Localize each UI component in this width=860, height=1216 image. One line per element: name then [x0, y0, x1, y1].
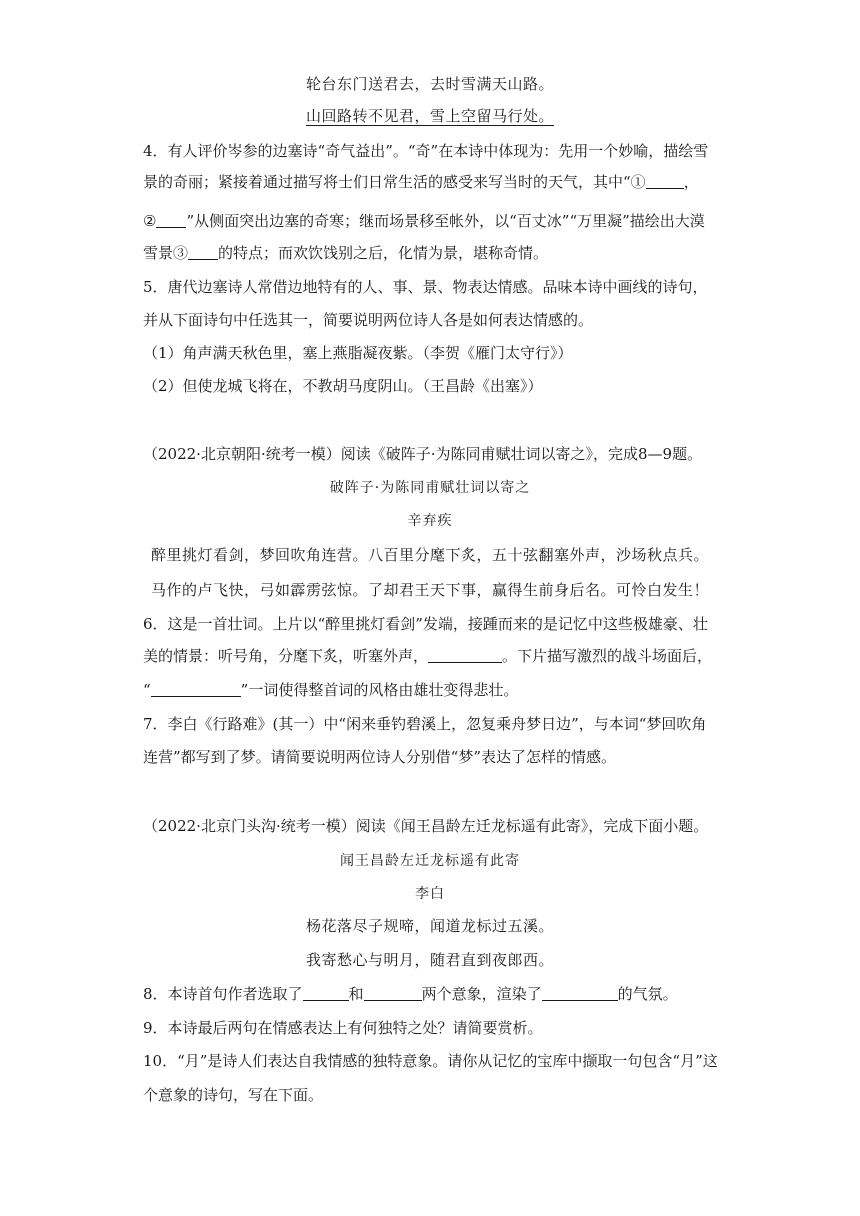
question-5-line: 并从下面诗句中任选其一，简要说明两位诗人各是如何表达情感的。: [143, 311, 594, 329]
answer-blank[interactable]: [188, 244, 218, 260]
text: 雪景③: [143, 244, 189, 262]
underlined-verse: 山回路转不见君，雪上空留马行处。: [305, 107, 554, 125]
answer-blank[interactable]: [151, 681, 241, 697]
answer-blank[interactable]: [646, 173, 684, 189]
answer-blank[interactable]: [156, 212, 186, 228]
question-4-line: [143, 210, 733, 232]
question-6-line: 6．这是一首壮词。上片以“醉里挑灯看剑”发端，接踵而来的是记忆中这些极雄豪、壮: [143, 615, 708, 633]
text: 的特点；而欢饮饯别之后，化情为景，堪称奇情。: [218, 244, 549, 262]
text: ”一词使得整首词的风格由雄壮变得悲壮。: [240, 681, 519, 699]
poem-line: 我寄愁心与明月，随君直到夜郎西。: [305, 951, 554, 969]
answer-blank[interactable]: [428, 647, 502, 663]
question-6-line: [143, 645, 733, 667]
poem-author: 李白: [415, 886, 445, 902]
question-7-line: 7．李白《行路难》(其一）中“闲来垂钓碧溪上，忽复乘舟梦日边”，与本词“梦回吹角: [143, 715, 707, 733]
text: 两个意象，渲染了: [421, 985, 542, 1003]
text: 和: [348, 985, 364, 1003]
text: ，: [683, 173, 699, 191]
poem-line: 轮台东门送君去，去时雪满天山路。: [305, 75, 554, 93]
question-5-option: （2）但使龙城飞将在，不教胡马度阴山。（王昌龄《出塞》）: [143, 377, 543, 395]
question-5-line: 5．唐代边塞诗人常借边地特有的人、事、景、物表达情感。品味本诗中画线的诗句，: [143, 278, 708, 296]
question-5-option: （1）角声满天秋色里，塞上燕脂凝夜紫。（李贺《雁门太守行》）: [143, 344, 573, 362]
question-10-line: 个意象的诗句，写在下面。: [143, 1086, 324, 1104]
poem-line: 醉里挑灯看剑，梦回吹角连营。八百里分麾下炙，五十弦翻塞外声，沙场秋点兵。: [150, 546, 709, 564]
question-10-line: 10．“月”是诗人们表达自我情感的独特意象。请你从记忆的宝库中撷取一句包含“月”这: [143, 1052, 718, 1070]
text: ”从侧面突出边塞的奇寒；继而场景移至帐外，以“百丈冰”“万里凝”描绘出大漠: [186, 212, 705, 230]
question-8-line: [143, 983, 733, 1005]
text: 。下片描写激烈的战斗场面后，: [502, 647, 713, 665]
text: 景的奇丽；紧接着通过描写将士们日常生活的感受来写当时的天气，其中“①: [143, 173, 646, 191]
question-7-line: 连营”都写到了梦。请简要说明两位诗人分别借“梦”表达了怎样的情感。: [143, 748, 617, 766]
section-intro: （2022·北京门头沟·统考一模）阅读《闻王昌龄左迁龙标遥有此寄》，完成下面小题。: [143, 817, 709, 835]
poem-author: 辛弃疾: [407, 513, 453, 529]
section-intro: （2022·北京朝阳·统考一模）阅读《破阵子·为陈同甫赋壮词以寄之》，完成8—9题。: [143, 445, 703, 463]
text: 美的情景：听号角，分麾下炙，听塞外声，: [143, 647, 429, 665]
poem-line: 马作的卢飞快，弓如霹雳弦惊。了却君王天下事，赢得生前身后名。可怜白发生！: [150, 581, 709, 599]
text: ②: [143, 212, 157, 230]
question-4-line: [143, 242, 733, 264]
answer-blank[interactable]: [303, 985, 349, 1001]
text: “: [143, 681, 151, 699]
answer-blank[interactable]: [364, 985, 422, 1001]
poem-line-underlined: [0, 105, 860, 127]
question-6-line: [143, 679, 733, 701]
question-4-line: 4．有人评价岑参的边塞诗“奇气益出”。“奇”在本诗中体现为：先用一个妙喻，描绘雪: [143, 142, 709, 160]
text: 8．本诗首句作者选取了: [143, 985, 303, 1003]
answer-blank[interactable]: [542, 985, 618, 1001]
question-4-line: [143, 171, 733, 193]
question-9-line: 9．本诗最后两句在情感表达上有何独特之处？请简要赏析。: [143, 1019, 543, 1037]
poem-line: 杨花落尽子规啼，闻道龙标过五溪。: [305, 917, 554, 935]
poem-title: 闻王昌龄左迁龙标遥有此寄: [340, 853, 520, 869]
poem-title: 破阵子·为陈同甫赋壮词以寄之: [329, 480, 531, 496]
text: 的气氛。: [617, 985, 678, 1003]
